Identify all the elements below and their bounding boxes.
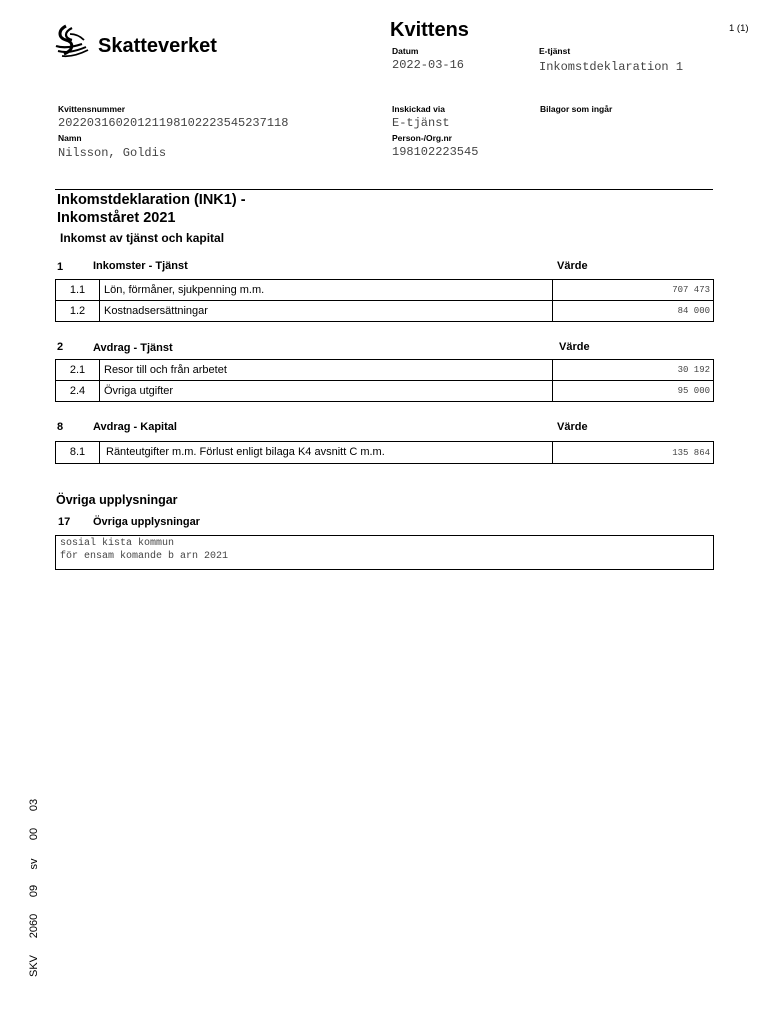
person-value: 198102223545	[392, 145, 479, 159]
row-text: Övriga utgifter	[100, 381, 553, 401]
section-8-number: 8	[57, 421, 64, 433]
table-row	[55, 441, 714, 464]
ovriga-number: 17	[58, 516, 71, 528]
row-number: 8.1	[56, 442, 100, 463]
kvittensnummer-label: Kvittensnummer	[58, 104, 126, 114]
form-title	[57, 191, 246, 227]
section-8-title: Avdrag - Kapital	[93, 421, 177, 433]
etjanst-label: E-tjänst	[539, 46, 571, 56]
namn-value: Nilsson, Goldis	[58, 146, 167, 160]
namn-label: Namn	[58, 133, 82, 143]
table-row	[55, 380, 714, 402]
side-code-version: 00	[28, 827, 40, 841]
row-text: Lön, förmåner, sjukpenning m.m.	[100, 280, 553, 300]
row-value: 135 864	[672, 448, 710, 458]
row-number: 2.1	[56, 360, 100, 380]
ovriga-heading: Övriga upplysningar	[56, 493, 178, 507]
skatteverket-emblem-icon	[52, 24, 92, 58]
side-code-form: 2060	[28, 913, 40, 939]
form-title-line1: Inkomstdeklaration (INK1) -	[57, 192, 246, 208]
ovriga-line-1: sosial kista kommun	[60, 538, 175, 549]
row-text: Resor till och från arbetet	[100, 360, 553, 380]
side-code-language: sv	[28, 858, 40, 870]
datum-value: 2022-03-16	[392, 58, 465, 72]
inskickad-value: E-tjänst	[392, 116, 450, 130]
form-subtitle: Inkomst av tjänst och kapital	[60, 231, 225, 245]
table-row	[55, 300, 714, 322]
etjanst-value: Inkomstdeklaration 1	[539, 60, 684, 74]
inskickad-label: Inskickad via	[392, 104, 445, 114]
table-row	[55, 359, 714, 381]
kvittensnummer-value: 20220316020121198102223545237118	[58, 116, 289, 130]
section-1-value-header: Värde	[557, 260, 588, 272]
form-title-line2: Inkomståret 2021	[57, 210, 176, 226]
section-8-value-header: Värde	[557, 421, 588, 433]
divider	[55, 189, 713, 190]
row-text: Kostnadsersättningar	[100, 301, 553, 321]
receipt-title: Kvittens	[390, 19, 469, 41]
person-label: Person-/Org.nr	[392, 133, 452, 143]
table-row	[55, 279, 714, 301]
side-code-release: 03	[28, 798, 40, 812]
section-2-value-header: Värde	[559, 341, 590, 353]
side-code-skv: SKV	[28, 955, 40, 978]
section-2-title: Avdrag - Tjänst	[93, 342, 173, 354]
row-number: 2.4	[56, 381, 100, 401]
row-number: 1.2	[56, 301, 100, 321]
row-value: 30 192	[677, 365, 710, 375]
ovriga-line-2: för ensam komande b arn 2021	[60, 551, 229, 562]
brand-name: Skatteverket	[98, 35, 217, 57]
row-value: 707 473	[672, 285, 710, 295]
bilagor-label: Bilagor som ingår	[540, 104, 613, 114]
section-2-number: 2	[57, 341, 64, 353]
ovriga-title: Övriga upplysningar	[93, 516, 200, 528]
row-number: 1.1	[56, 280, 100, 300]
section-1-title: Inkomster - Tjänst	[93, 260, 188, 272]
row-value: 95 000	[677, 386, 710, 396]
section-1-number: 1	[57, 261, 64, 273]
side-code-edition: 09	[28, 884, 40, 898]
row-value: 84 000	[677, 306, 710, 316]
datum-label: Datum	[392, 46, 419, 56]
skatteverket-logo	[52, 24, 232, 58]
row-text: Ränteutgifter m.m. Förlust enligt bilaga K4 avsnitt C m.m.	[100, 442, 553, 463]
page-number: 1 (1)	[729, 23, 749, 34]
ovriga-textbox	[55, 535, 714, 570]
